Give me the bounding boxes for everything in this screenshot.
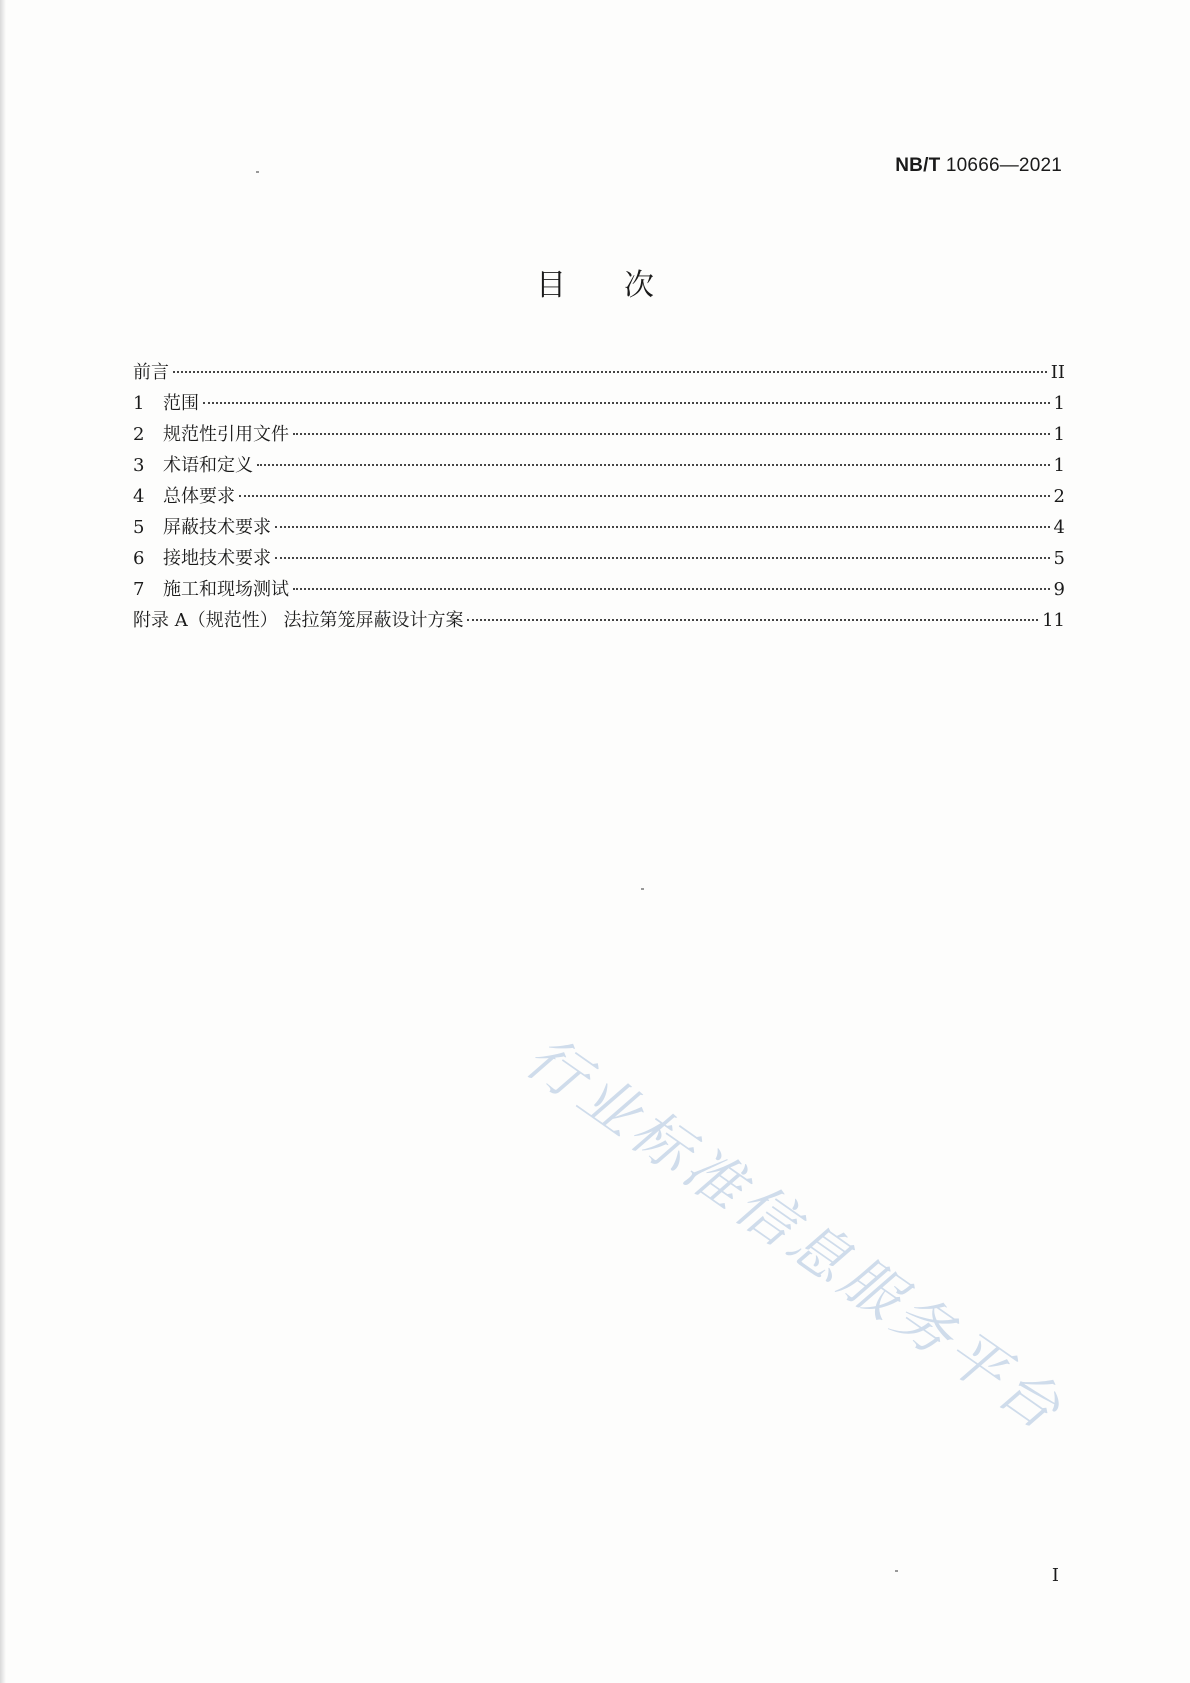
toc-entry-label: 施工和现场测试 bbox=[163, 579, 289, 600]
toc-entry-page: 11 bbox=[1042, 610, 1065, 631]
toc-entry-number: 4 bbox=[133, 486, 145, 507]
toc-title: 目次 bbox=[536, 268, 712, 303]
scan-speck bbox=[641, 888, 644, 890]
standard-prefix: NB/T bbox=[895, 155, 941, 176]
toc-entry-page: II bbox=[1050, 362, 1065, 383]
table-of-contents bbox=[133, 358, 1065, 637]
toc-entry-number: 2 bbox=[133, 424, 145, 445]
standard-code: 10666—2021 bbox=[945, 155, 1062, 176]
standard-number bbox=[895, 155, 1062, 177]
toc-entry-label: 附录 A（规范性） 法拉第笼屏蔽设计方案 bbox=[133, 610, 464, 631]
dot-leader bbox=[275, 557, 1050, 559]
toc-entry-page: 1 bbox=[1053, 424, 1065, 445]
toc-entry-scope[interactable] bbox=[133, 389, 1065, 420]
toc-entry-page: 9 bbox=[1053, 579, 1065, 600]
dot-leader bbox=[275, 526, 1050, 528]
toc-entry-terms-definitions[interactable] bbox=[133, 451, 1065, 482]
toc-entry-label: 规范性引用文件 bbox=[163, 424, 289, 445]
toc-entry-page: 1 bbox=[1053, 455, 1065, 476]
toc-entry-page: 1 bbox=[1053, 393, 1065, 414]
toc-entry-label: 范围 bbox=[163, 393, 199, 414]
toc-entry-page: 5 bbox=[1053, 548, 1065, 569]
toc-entry-label: 屏蔽技术要求 bbox=[163, 517, 271, 538]
dot-leader bbox=[173, 371, 1047, 373]
dot-leader bbox=[293, 433, 1050, 435]
toc-entry-label: 术语和定义 bbox=[163, 455, 253, 476]
dot-leader bbox=[467, 619, 1038, 621]
toc-entry-shielding-requirements[interactable] bbox=[133, 513, 1065, 544]
dot-leader bbox=[203, 402, 1050, 404]
toc-entry-page: 2 bbox=[1053, 486, 1065, 507]
toc-entry-number: 3 bbox=[133, 455, 145, 476]
dot-leader bbox=[293, 588, 1050, 590]
toc-entry-grounding-requirements[interactable] bbox=[133, 544, 1065, 575]
scan-speck bbox=[895, 1570, 898, 1572]
toc-entry-label: 前言 bbox=[133, 362, 169, 383]
toc-entry-number: 6 bbox=[133, 548, 145, 569]
watermark: 行业标准信息服务平台 bbox=[513, 1022, 1077, 1446]
toc-entry-construction-testing[interactable] bbox=[133, 575, 1065, 606]
toc-entry-label: 总体要求 bbox=[163, 486, 235, 507]
toc-entry-page: 4 bbox=[1053, 517, 1065, 538]
toc-entry-number: 5 bbox=[133, 517, 145, 538]
toc-entry-label: 接地技术要求 bbox=[163, 548, 271, 569]
toc-entry-general-requirements[interactable] bbox=[133, 482, 1065, 513]
toc-entry-foreword[interactable] bbox=[133, 358, 1065, 389]
page-number: I bbox=[1051, 1565, 1059, 1586]
scan-speck bbox=[256, 171, 259, 173]
toc-entry-normative-references[interactable] bbox=[133, 420, 1065, 451]
scan-edge bbox=[0, 0, 6, 1683]
toc-entry-annex-a[interactable] bbox=[133, 606, 1065, 637]
dot-leader bbox=[257, 464, 1050, 466]
toc-entry-number: 1 bbox=[133, 393, 145, 414]
toc-entry-number: 7 bbox=[133, 579, 145, 600]
dot-leader bbox=[239, 495, 1050, 497]
